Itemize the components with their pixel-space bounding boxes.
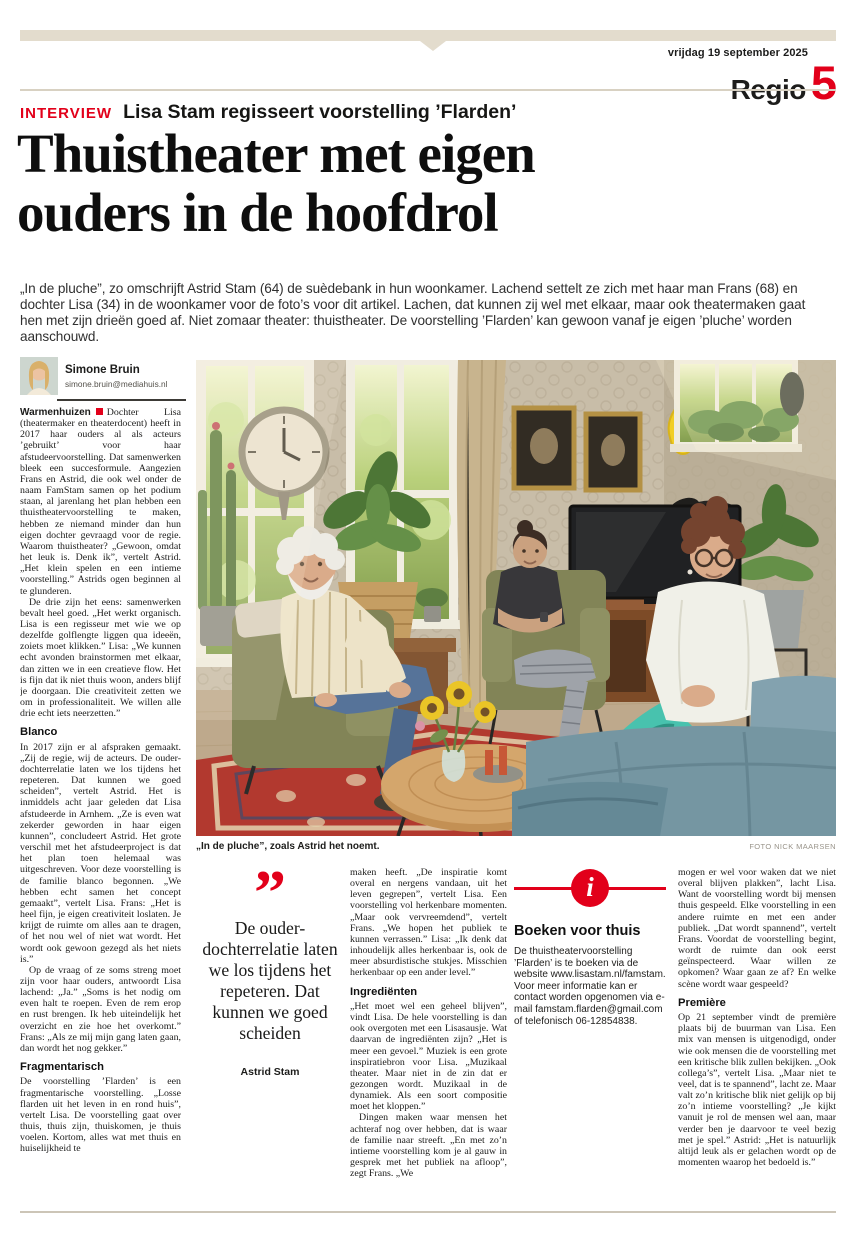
body-column-1 [20, 407, 181, 1199]
author-email[interactable]: simone.bruin@mediahuis.nl [65, 378, 168, 389]
photo-caption-row [196, 841, 836, 852]
dateline-location: Warmenhuizen [20, 407, 91, 418]
article-intro: „In de pluche”, zo omschrijft Astrid Stam (64) de suèdebank in hun woonkamer. Lachend settelt ze zich met haar man Frans (68) en dochter Lisa (34) in de woonkamer voor de foto’s voor dit artikel. Lachen, dat kunnen zij wel met elkaar, maar ook theatermaken gaat hen met zijn drieën goed af. Niet zomaar theater: thuistheater. De voorstelling ’Flarden’ kan gewoon vanaf je eigen ’pluche’ worden aanschouwd. [20, 280, 806, 344]
paragraph: Dingen maken waar mensen het achteraf nog over hebben, dat is waar de familie naar streeft. „En met zo’n intieme voorstelling kom je al gauw in gesprek met het publiek na afloop”, zegt Frans. „We [350, 1112, 507, 1180]
subhead-premiere: Première [678, 996, 726, 1009]
subhead-blanco: Blanco [20, 726, 58, 739]
body-column-5 [678, 867, 836, 1199]
quote-icon: ” [254, 857, 286, 928]
page-bottom-divider [20, 1211, 836, 1213]
paragraph: De voorstelling ’Flarden’ is een fragmentarische voorstelling. „Losse flarden uit het leven in en rond huis”, vertelt Lisa. De voorstelling gaat over thuis, thuis zijn, thuiskomen, je thuis voelen. Kortom, alles wat met thuis en huiselijkheid te [20, 1076, 181, 1155]
author-avatar [20, 357, 58, 395]
section-name: Regio [730, 74, 806, 105]
paragraph: Op de vraag of ze soms streng moet zijn voor haar ouders, antwoordt Lisa lachend: „Ja.” „Soms is het nodig om even halt te roepen. Even de rem erop en rust brengen. Ik heb uiteindelijk het overzicht en zie hoe het overkomt.” Frans: „Als ze mij mijn gang laten gaan, dan wordt het nog gekker.” [20, 964, 181, 1054]
article-headline [17, 124, 839, 242]
pull-quote [194, 857, 346, 1078]
pull-quote-text: De ouder-dochterrelatie laten we los tijdens het repeteren. Dat kunnen we goed scheiden [202, 918, 338, 1043]
paragraph: In 2017 zijn er al afspraken gemaakt. „Zij de regie, wij de acteurs. De ouder-dochterrelatie laten we los tijdens het repeteren. Dat kunnen we goed scheiden”, vertelt Astrid. Het is inmiddels acht jaar geleden dat Lisa afstudeerde in Arnhem. „Ze is even wat zekerder geworden in haar eigen kunnen”, concludeert Astrid. Het grote verschil met het afstudeerproject is dat het plan toen helemaal was uitgeschreven. Voor deze voorstelling is de familie blanco begonnen. „We hebben echt samen het concept gemaakt”, vertelt Lisa. Frans: „Het is heel fijn, je eigen creativiteit loslaten. Je krijgt de ruimte om alles aan te dragen, of het nou wel of niet wat wordt. Het wordt ook gewoon gezegd als het niets is.” [20, 741, 181, 965]
paragraph: „Het moet wel een geheel blijven”, vindt Lisa. De hele voorstelling is dan ook overgoten met een Lisasausje. Wat daarvan de ingrediënten zijn? „Het is meer een gevoel.” Muziek is een grote inspiratiebron voor Lisa. „Muzikaal theater. Maar niet in de zin dat er gezongen wordt. Muzikaal in de dynamiek. Als een soort compositie moet het kloppen.” [350, 1000, 507, 1113]
page-number: 5 [810, 56, 836, 109]
paragraph: maken heeft. „De inspiratie komt overal en nergens vandaan, uit het leven gegrepen”, vertelt Lisa. Een voorstelling vol herkenbare momenten. „Maar ook vervreemdend”, vertelt Frans. „We hopen het publiek te kunnen verrassen.” Lisa: „Ik denk dat inhoudelijk alles herkenbaar is, ook de meer absurdistische stukjes. Misschien herkenbaar op een ander level.” [350, 867, 507, 979]
edition-date: vrijdag 19 september 2025 [667, 47, 808, 59]
page-top-bar [20, 30, 836, 41]
living-room-photo [196, 360, 836, 836]
paragraph: De drie zijn het eens: samenwerken bevalt heel goed. „Het werkt organisch. Lisa is een regisseur met wie we op dezelfde golflengte liggen qua ideeën, zoiets moet klikken.” Lisa: „We kunnen echt avonden brainstormen met elkaar, dan zitten we in een creatieve flow. Het is fijn dat ik niet thuis woon, anders blijf je doorgaan. Die creativiteit zetten we om in professionaliteit. We willen alle drie echt iets neerzetten.” [20, 596, 181, 720]
kicker-label: INTERVIEW [20, 105, 113, 122]
byline [20, 357, 186, 395]
byline-text [65, 357, 168, 395]
sunlight-overlay [196, 360, 836, 836]
info-box-header [514, 869, 666, 911]
page-header [516, 47, 836, 109]
author-name: Simone Bruin [65, 364, 140, 376]
photo-caption: „In de pluche”, zoals Astrid het noemt. [196, 841, 380, 852]
pull-quote-attribution: Astrid Stam [240, 1066, 300, 1078]
body-column-3 [350, 867, 507, 1199]
header-divider [20, 89, 836, 91]
info-icon: i [571, 869, 609, 907]
info-box-body: De thuistheatervoorstelling ’Flarden’ is te boeken via de website www.lisastam.nl/famstam. Voor meer informatie kan er contact worden opgenomen via e-mail famstam.flarden@gmail.com of telefonisch 06-12854838. [514, 946, 666, 1027]
info-box-title: Boeken voor thuis [514, 923, 641, 939]
kicker-text: Lisa Stam regisseert voorstelling ’Flarden’ [123, 101, 517, 123]
byline-divider [57, 399, 186, 401]
paragraph: mogen er wel voor waken dat we niet overal blijven plakken”, lacht Lisa. Want de voorstelling wordt bij mensen thuis gespeeld. Elke voorstelling in een andere ruimte en met een ander publiek. „Dat wordt spannend”, vertelt Frans. Voordat de voorstelling begint, wordt de ruimte dan ook eerst geïnspecteerd. Waar willen ze opkomen? Waar gaan ze af? En welke scène wordt waar gespeeld? [678, 867, 836, 990]
dateline-marker-icon [96, 408, 103, 415]
info-box [514, 869, 666, 1027]
photo-credit: FOTO NICK MAARSEN [749, 842, 836, 851]
headline-line-1: Thuistheater met eigen [17, 123, 535, 184]
paragraph: Op 21 september vindt de première plaats bij de buurman van Lisa. Een mix van mensen is uitgenodigd, onder wie ook mensen die de voorstelling met een kritische blik zullen bekijken. „Ook collega’s”, vertelt Lisa. „Maar niet te veel, dat is te spannend”, lacht ze. Maar valt zo’n kritische blik niet gelijk op bij zo’n intieme voorstelling? „Je kijkt vanuit je rol de mensen wel aan, maar verder ben je daarvoor te veel bezig met je spel.” Astrid: „Het is natuurlijk altijd leuk als er gelachen wordt op de momenten waarop het bedoeld is.” [678, 1012, 836, 1169]
fold-marker-triangle [420, 41, 446, 51]
subhead-fragmentarisch: Fragmentarisch [20, 1061, 104, 1074]
kicker [20, 101, 516, 124]
headline-line-2: ouders in de hoofdrol [17, 182, 498, 243]
subhead-ingredienten: Ingrediënten [350, 985, 418, 998]
paragraph: Warmenhuizen Dochter Lisa (theatermaker en theaterdocent) heeft in 2017 haar ouders al als acteurs ’gebruikt’ voor haar afstudeervoorstelling. Dat samenwerken bleek een succesformule. Aangezien Frans en Astrid, die ook wel onder de naam FamStam samen op het podium staan, al jarenlang het plan hebben een thuistheatervoorstelling te maken, hebben ze niemand minder dan hun eigen dochter gevraagd voor de regie. Waarom thuistheater? „Gewoon, omdat het leuk is. Denk ik”, vertelt Astrid. „Het klein spelen en een intieme voorstelling.” Astrids ogen beginnen al te glunderen. [20, 407, 181, 597]
